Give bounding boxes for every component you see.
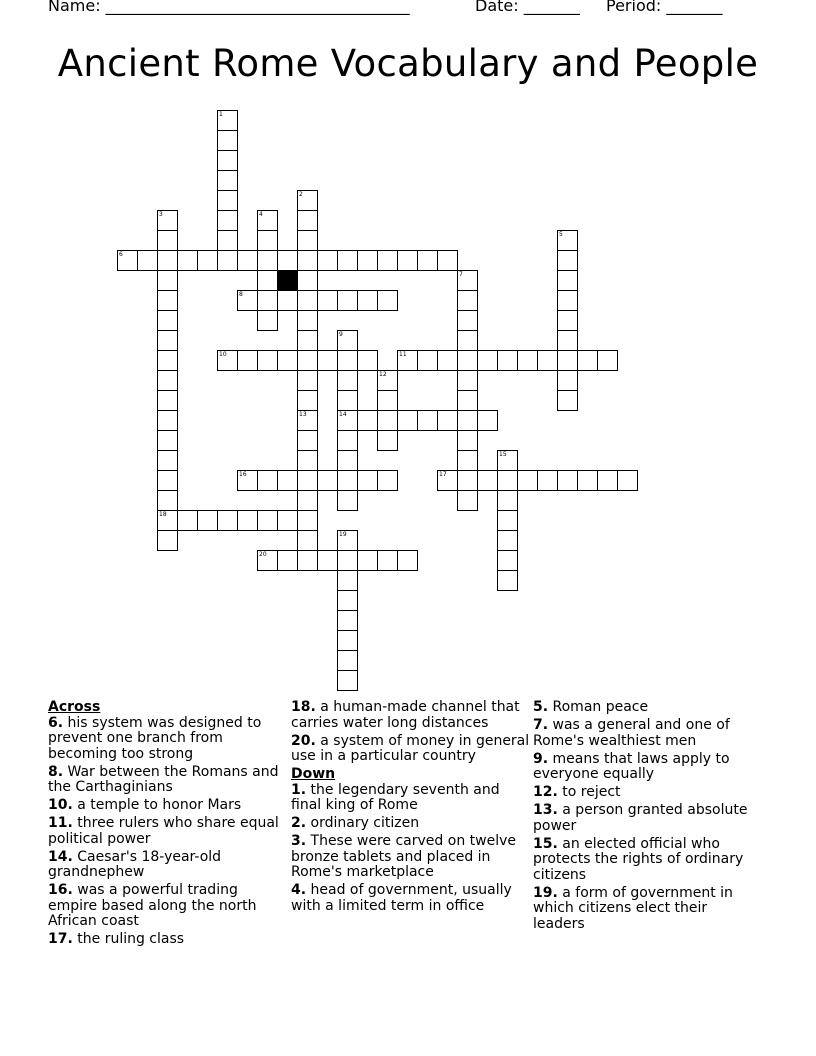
- crossword-cell[interactable]: [157, 410, 178, 431]
- crossword-cell[interactable]: [257, 290, 278, 311]
- crossword-cell[interactable]: [297, 210, 318, 231]
- crossword-cell[interactable]: [377, 370, 398, 391]
- crossword-cell[interactable]: [457, 350, 478, 371]
- crossword-cell[interactable]: [557, 470, 578, 491]
- clue-down-5: 5. Roman peace: [533, 699, 649, 715]
- clue-across-10: 10. a temple to honor Mars: [48, 797, 242, 813]
- crossword-cell[interactable]: [217, 510, 238, 531]
- crossword-cell[interactable]: [297, 430, 318, 451]
- crossword-cell[interactable]: [397, 250, 418, 271]
- crossword-cell[interactable]: [297, 470, 318, 491]
- crossword-cell[interactable]: [557, 370, 578, 391]
- crossword-cell[interactable]: [217, 110, 238, 131]
- clue-column-3: [533, 700, 763, 935]
- crossword-cell[interactable]: [197, 510, 218, 531]
- crossword-black-cell: [277, 270, 298, 291]
- crossword-cell[interactable]: [397, 350, 418, 371]
- crossword-cell[interactable]: [237, 510, 258, 531]
- crossword-cell[interactable]: [557, 330, 578, 351]
- clue-number: 4: [259, 211, 263, 218]
- crossword-cell[interactable]: [457, 410, 478, 431]
- crossword-cell[interactable]: [437, 250, 458, 271]
- crossword-cell[interactable]: [217, 170, 238, 191]
- crossword-cell[interactable]: [297, 310, 318, 331]
- crossword-cell[interactable]: [157, 230, 178, 251]
- crossword-cell[interactable]: [317, 350, 338, 371]
- crossword-cell[interactable]: [337, 290, 358, 311]
- crossword-cell[interactable]: [377, 390, 398, 411]
- crossword-cell[interactable]: [557, 250, 578, 271]
- crossword-cell[interactable]: [337, 670, 358, 691]
- crossword-cell[interactable]: [557, 270, 578, 291]
- clue-down-13: 13. a person granted absolute power: [533, 802, 748, 834]
- clue-across-6: 6. his system was designed to prevent one branch from becoming too strong: [48, 714, 262, 762]
- clue-number: 10: [219, 351, 227, 358]
- crossword-cell[interactable]: [297, 410, 318, 431]
- crossword-cell[interactable]: [237, 250, 258, 271]
- crossword-cell[interactable]: [497, 570, 518, 591]
- crossword-cell[interactable]: [557, 310, 578, 331]
- crossword-cell[interactable]: [277, 290, 298, 311]
- date-field[interactable]: Date: _______: [475, 0, 580, 15]
- crossword-cell[interactable]: [157, 370, 178, 391]
- crossword-cell[interactable]: [477, 410, 498, 431]
- crossword-cell[interactable]: [117, 250, 138, 271]
- clue-column-2: [291, 700, 531, 917]
- crossword-cell[interactable]: [197, 250, 218, 271]
- crossword-cell[interactable]: [297, 290, 318, 311]
- clue-number: 16: [239, 471, 247, 478]
- crossword-cell[interactable]: [497, 470, 518, 491]
- crossword-cell[interactable]: [497, 550, 518, 571]
- crossword-cell[interactable]: [497, 490, 518, 511]
- crossword-cell[interactable]: [277, 250, 298, 271]
- crossword-cell[interactable]: [597, 470, 618, 491]
- crossword-cell[interactable]: [157, 490, 178, 511]
- crossword-cell[interactable]: [337, 490, 358, 511]
- crossword-cell[interactable]: [157, 530, 178, 551]
- down-heading: Down: [291, 766, 336, 782]
- crossword-cell[interactable]: [397, 410, 418, 431]
- clue-number: 17: [439, 471, 447, 478]
- clue-number: 3: [159, 211, 163, 218]
- crossword-cell[interactable]: [317, 470, 338, 491]
- clue-down-9: 9. means that laws apply to everyone equally: [533, 750, 730, 782]
- crossword-cell[interactable]: [297, 190, 318, 211]
- crossword-cell[interactable]: [457, 430, 478, 451]
- crossword-cell[interactable]: [257, 350, 278, 371]
- crossword-cell[interactable]: [377, 430, 398, 451]
- crossword-cell[interactable]: [497, 350, 518, 371]
- crossword-cell[interactable]: [497, 510, 518, 531]
- crossword-cell[interactable]: [237, 470, 258, 491]
- clue-across-8: 8. War between the Romans and the Carthaginians: [48, 763, 279, 795]
- crossword-cell[interactable]: [457, 450, 478, 471]
- crossword-cell[interactable]: [537, 470, 558, 491]
- clue-across-14: 14. Caesar's 18-year-old grandnephew: [48, 848, 222, 880]
- crossword-cell[interactable]: [217, 130, 238, 151]
- crossword-cell[interactable]: [337, 330, 358, 351]
- crossword-cell[interactable]: [157, 510, 178, 531]
- crossword-cell[interactable]: [517, 470, 538, 491]
- crossword-cell[interactable]: [217, 350, 238, 371]
- crossword-cell[interactable]: [377, 250, 398, 271]
- crossword-cell[interactable]: [417, 410, 438, 431]
- crossword-cell[interactable]: [337, 430, 358, 451]
- crossword-cell[interactable]: [157, 390, 178, 411]
- crossword-cell[interactable]: [337, 590, 358, 611]
- crossword-cell[interactable]: [217, 150, 238, 171]
- clue-down-12: 12. to reject: [533, 784, 621, 800]
- clue-across-17: 17. the ruling class: [48, 931, 185, 947]
- crossword-cell[interactable]: [257, 510, 278, 531]
- crossword-cell[interactable]: [297, 270, 318, 291]
- crossword-cell[interactable]: [617, 470, 638, 491]
- crossword-cell[interactable]: [277, 470, 298, 491]
- crossword-cell[interactable]: [157, 210, 178, 231]
- crossword-cell[interactable]: [277, 350, 298, 371]
- crossword-cell[interactable]: [337, 550, 358, 571]
- crossword-cell[interactable]: [337, 610, 358, 631]
- clue-column-1: [48, 700, 280, 950]
- crossword-cell[interactable]: [577, 350, 598, 371]
- crossword-cell[interactable]: [377, 550, 398, 571]
- crossword-cell[interactable]: [157, 270, 178, 291]
- crossword-cell[interactable]: [317, 290, 338, 311]
- crossword-cell[interactable]: [457, 390, 478, 411]
- crossword-cell[interactable]: [337, 570, 358, 591]
- crossword-cell[interactable]: [297, 350, 318, 371]
- crossword-cell[interactable]: [237, 290, 258, 311]
- clue-down-15: 15. an elected official who protects the rights of ordinary citizens: [533, 835, 744, 883]
- crossword-cell[interactable]: [157, 330, 178, 351]
- crossword-cell[interactable]: [157, 290, 178, 311]
- crossword-cell[interactable]: [557, 350, 578, 371]
- crossword-cell[interactable]: [357, 550, 378, 571]
- crossword-cell[interactable]: [337, 530, 358, 551]
- crossword-cell[interactable]: [517, 350, 538, 371]
- clue-across-20: 20. a system of money in general use in a particular country: [291, 732, 530, 764]
- crossword-cell[interactable]: [477, 470, 498, 491]
- crossword-cell[interactable]: [337, 350, 358, 371]
- clue-across-16: 16. was a powerful trading empire based along the north African coast: [48, 882, 257, 929]
- crossword-cell[interactable]: [157, 310, 178, 331]
- clue-number: 11: [399, 351, 407, 358]
- crossword-cell[interactable]: [337, 370, 358, 391]
- crossword-cell[interactable]: [297, 550, 318, 571]
- crossword-cell[interactable]: [457, 490, 478, 511]
- name-field[interactable]: Name: ______________________________________: [48, 0, 410, 15]
- crossword-cell[interactable]: [357, 470, 378, 491]
- crossword-cell[interactable]: [297, 330, 318, 351]
- clue-across-11: 11. three rulers who share equal political power: [48, 815, 279, 847]
- crossword-cell[interactable]: [377, 410, 398, 431]
- clue-number: 6: [119, 251, 123, 258]
- crossword-cell[interactable]: [277, 550, 298, 571]
- crossword-cell[interactable]: [257, 270, 278, 291]
- crossword-cell[interactable]: [297, 530, 318, 551]
- crossword-cell[interactable]: [337, 650, 358, 671]
- crossword-cell[interactable]: [437, 350, 458, 371]
- crossword-cell[interactable]: [337, 630, 358, 651]
- crossword-cell[interactable]: [457, 310, 478, 331]
- crossword-cell[interactable]: [297, 370, 318, 391]
- clue-down-1: 1. the legendary seventh and final king of Rome: [291, 781, 500, 813]
- clue-number: 18: [159, 511, 167, 518]
- crossword-cell[interactable]: [157, 470, 178, 491]
- crossword-cell[interactable]: [217, 230, 238, 251]
- crossword-cell[interactable]: [257, 210, 278, 231]
- crossword-cell[interactable]: [357, 410, 378, 431]
- crossword-cell[interactable]: [537, 350, 558, 371]
- crossword-cell[interactable]: [557, 290, 578, 311]
- clue-number: 9: [339, 331, 343, 338]
- crossword-cell[interactable]: [297, 250, 318, 271]
- crossword-cell[interactable]: [157, 430, 178, 451]
- clue-number: 15: [499, 451, 507, 458]
- crossword-cell[interactable]: [277, 510, 298, 531]
- crossword-cell[interactable]: [557, 230, 578, 251]
- crossword-cell[interactable]: [477, 350, 498, 371]
- crossword-cell[interactable]: [457, 470, 478, 491]
- period-field[interactable]: Period: _______: [606, 0, 723, 15]
- crossword-cell[interactable]: [337, 470, 358, 491]
- crossword-cell[interactable]: [457, 270, 478, 291]
- across-heading: Across: [48, 699, 101, 715]
- clue-number: 1: [219, 111, 223, 118]
- crossword-cell[interactable]: [497, 450, 518, 471]
- crossword-cell[interactable]: [317, 550, 338, 571]
- clue-down-3: 3. These were carved on twelve bronze tablets and placed in Rome's marketplace: [291, 833, 516, 880]
- clue-number: 5: [559, 231, 563, 238]
- crossword-cell[interactable]: [157, 450, 178, 471]
- crossword-cell[interactable]: [297, 450, 318, 471]
- clue-across-18: 18. a human-made channel that carries water long distances: [291, 699, 520, 731]
- clue-number: 7: [459, 271, 463, 278]
- crossword-cell[interactable]: [577, 470, 598, 491]
- clue-down-7: 7. was a general and one of Rome's wealthiest men: [533, 717, 730, 749]
- clue-down-2: 2. ordinary citizen: [291, 815, 420, 831]
- clue-number: 2: [299, 191, 303, 198]
- crossword-cell[interactable]: [137, 250, 158, 271]
- clue-number: 20: [259, 551, 267, 558]
- crossword-cell[interactable]: [417, 250, 438, 271]
- crossword-cell[interactable]: [217, 190, 238, 211]
- crossword-cell[interactable]: [157, 250, 178, 271]
- crossword-cell[interactable]: [397, 550, 418, 571]
- crossword-cell[interactable]: [297, 510, 318, 531]
- clue-number: 8: [239, 291, 243, 298]
- crossword-cell[interactable]: [337, 450, 358, 471]
- crossword-cell[interactable]: [217, 210, 238, 231]
- crossword-cell[interactable]: [337, 410, 358, 431]
- crossword-cell[interactable]: [457, 370, 478, 391]
- crossword-cell[interactable]: [157, 350, 178, 371]
- crossword-cell[interactable]: [417, 350, 438, 371]
- clue-number: 13: [299, 411, 307, 418]
- crossword-cell[interactable]: [377, 290, 398, 311]
- crossword-cell[interactable]: [257, 470, 278, 491]
- crossword-cell[interactable]: [257, 250, 278, 271]
- crossword-cell[interactable]: [497, 530, 518, 551]
- page-title: Ancient Rome Vocabulary and People: [57, 42, 759, 85]
- crossword-cell[interactable]: [457, 330, 478, 351]
- crossword-cell[interactable]: [257, 550, 278, 571]
- clue-down-19: 19. a form of government in which citizens elect their leaders: [533, 884, 733, 932]
- clue-number: 14: [339, 411, 347, 418]
- crossword-cell[interactable]: [357, 290, 378, 311]
- crossword-cell[interactable]: [257, 310, 278, 331]
- crossword-cell[interactable]: [437, 410, 458, 431]
- crossword-cell[interactable]: [217, 250, 238, 271]
- clue-down-4: 4. head of government, usually with a limited term in office: [291, 882, 512, 914]
- crossword-cell[interactable]: [297, 390, 318, 411]
- clue-number: 19: [339, 531, 347, 538]
- crossword-cell[interactable]: [337, 250, 358, 271]
- crossword-cell[interactable]: [357, 250, 378, 271]
- crossword-cell[interactable]: [557, 390, 578, 411]
- crossword-cell[interactable]: [457, 290, 478, 311]
- crossword-cell[interactable]: [597, 350, 618, 371]
- clue-number: 12: [379, 371, 387, 378]
- crossword-cell[interactable]: [257, 230, 278, 251]
- crossword-cell[interactable]: [317, 250, 338, 271]
- crossword-cell[interactable]: [437, 470, 458, 491]
- crossword-cell[interactable]: [297, 230, 318, 251]
- crossword-cell[interactable]: [177, 250, 198, 271]
- crossword-cell[interactable]: [297, 490, 318, 511]
- crossword-cell[interactable]: [337, 390, 358, 411]
- crossword-cell[interactable]: [377, 470, 398, 491]
- crossword-cell[interactable]: [177, 510, 198, 531]
- crossword-cell[interactable]: [237, 350, 258, 371]
- crossword-cell[interactable]: [357, 350, 378, 371]
